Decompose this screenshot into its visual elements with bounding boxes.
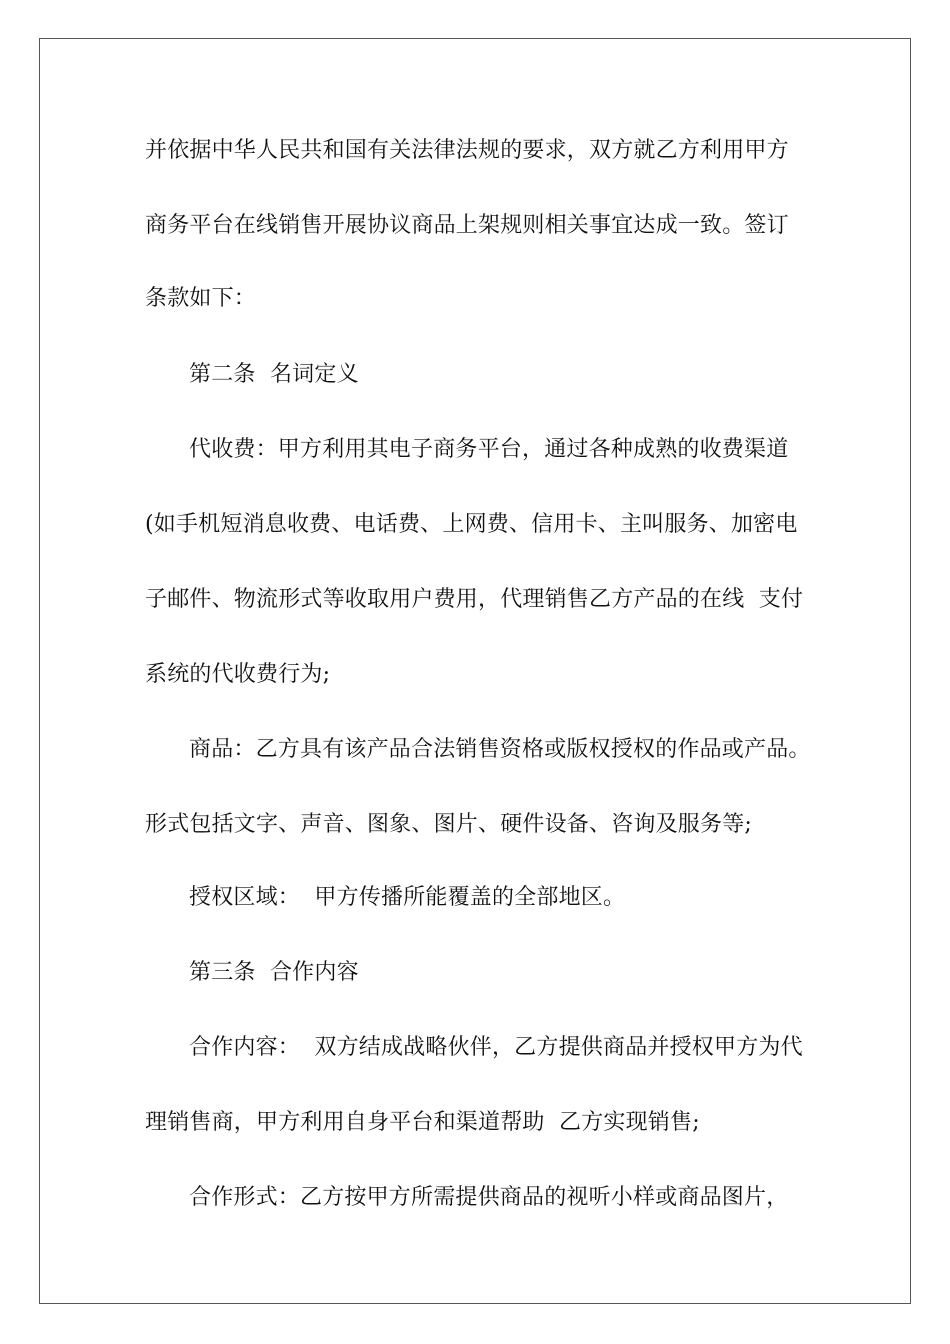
paragraph-line: (如手机短消息收费、电话费、上网费、信用卡、主叫服务、加密电 bbox=[145, 512, 798, 537]
paragraph-line: 授权区域： 甲方传播所能覆盖的全部地区。 bbox=[189, 885, 626, 910]
paragraph-line: 合作内容： 双方结成战略伙伴，乙方提供商品并授权甲方为代 bbox=[189, 1035, 803, 1060]
section-heading-article-2: 第二条 名词定义 bbox=[189, 362, 359, 387]
paragraph-line: 理销售商，甲方利用自身平台和渠道帮助 乙方实现销售; bbox=[145, 1110, 700, 1135]
paragraph-line: 条款如下： bbox=[145, 286, 257, 311]
paragraph-line: 商品：乙方具有该产品合法销售资格或版权授权的作品或产品。 bbox=[189, 737, 811, 762]
paragraph-line: 子邮件、物流形式等收取用户费用，代理销售乙方产品的在线 支付 bbox=[145, 587, 804, 612]
paragraph-line: 并依据中华人民共和国有关法律法规的要求，双方就乙方利用甲方 bbox=[145, 138, 789, 163]
paragraph-line: 代收费：甲方利用其电子商务平台，通过各种成熟的收费渠道 bbox=[189, 437, 789, 462]
paragraph-line: 系统的代收费行为; bbox=[145, 662, 331, 687]
paragraph-line: 形式包括文字、声音、图象、图片、硬件设备、咨询及服务等; bbox=[145, 812, 753, 837]
paragraph-line: 商务平台在线销售开展协议商品上架规则相关事宜达成一致。签订 bbox=[145, 213, 789, 238]
paragraph-line: 合作形式：乙方按甲方所需提供商品的视听小样或商品图片， bbox=[189, 1185, 789, 1210]
section-heading-article-3: 第三条 合作内容 bbox=[189, 960, 359, 985]
